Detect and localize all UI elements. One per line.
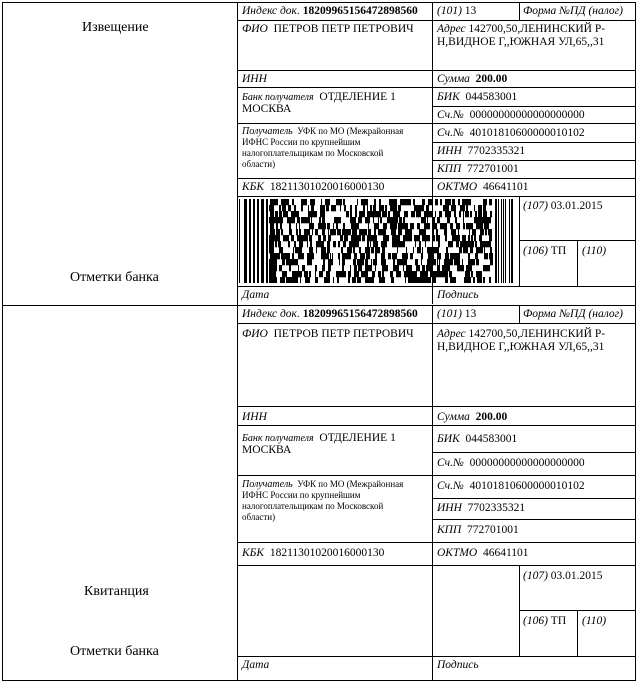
oktmo-value: 46641101 <box>482 181 529 193</box>
bik-label: БИК <box>437 91 460 103</box>
2d-barcode <box>239 199 519 283</box>
fio-label: ФИО <box>242 23 268 35</box>
basis106-label: (106) <box>523 615 548 627</box>
address-line2: Н,ВИДНОЕ Г,,ЮЖНАЯ УЛ,65,,31 <box>437 36 605 48</box>
recipient-line1: УФК по МО (Межрайонная <box>297 479 404 489</box>
payer-status-row <box>437 308 476 321</box>
sum-row <box>437 411 507 424</box>
oktmo-row <box>437 181 529 194</box>
date107-row <box>523 200 603 213</box>
bank-value1: ОТДЕЛЕНИЕ 1 <box>319 432 396 444</box>
account1-row <box>437 457 585 470</box>
fio-row <box>242 23 414 36</box>
recipient-inn-value: 7702335321 <box>467 502 526 514</box>
code110-label: (110) <box>582 615 607 627</box>
address-label: Адрес <box>437 23 466 35</box>
recipient-inn-value: 7702335321 <box>467 145 526 157</box>
basis106-value: ТП <box>550 615 567 627</box>
kpp-value: 772701001 <box>467 524 519 536</box>
bik-row <box>437 433 517 446</box>
kbk-value: 18211301020016000130 <box>269 547 385 559</box>
index-value: 18209965156472898560 <box>302 5 418 17</box>
bik-value: 044583001 <box>465 91 518 103</box>
basis106-value: ТП <box>550 245 567 257</box>
account2-label: Сч.№ <box>437 480 464 492</box>
kbk-value: 18211301020016000130 <box>269 181 385 193</box>
recipient-inn-label: ИНН <box>437 145 462 157</box>
signature-label: Подпись <box>437 659 479 671</box>
form-label: Форма №ПД (налог) <box>523 5 623 17</box>
account2-value: 40101810600000010102 <box>469 127 585 139</box>
fio-value: ПЕТРОВ ПЕТР ПЕТРОВИЧ <box>273 23 414 35</box>
form-label: Форма №ПД (налог) <box>523 308 623 320</box>
recipient-label: Получатель <box>242 479 293 490</box>
payer-status-value: 13 <box>464 5 477 17</box>
bank-value2: МОСКВА <box>242 444 292 456</box>
address-row <box>437 328 605 341</box>
account1-label: Сч.№ <box>437 457 464 469</box>
recipient-line4: области) <box>242 159 276 169</box>
payer-status-row <box>437 5 476 18</box>
kbk-label: КБК <box>242 181 265 193</box>
bank-marks-label: Отметки банка <box>70 644 159 659</box>
sum-row <box>437 73 507 86</box>
oktmo-label: ОКТМО <box>437 547 478 559</box>
kbk-row <box>242 547 384 560</box>
inn-label: ИНН <box>242 73 267 85</box>
recipient-line4: области) <box>242 512 276 522</box>
bank-marks-label: Отметки банка <box>70 270 159 285</box>
account1-label: Сч.№ <box>437 109 464 121</box>
recipient-label: Получатель <box>242 126 293 137</box>
kpp-row <box>437 524 519 537</box>
account2-row <box>437 480 585 493</box>
receipt-title: Квитанция <box>84 584 149 599</box>
bank-label: Банк получателя <box>242 433 314 444</box>
kbk-row <box>242 181 384 194</box>
sum-label: Сумма <box>437 411 470 423</box>
recipient-line3: налогоплательщикам по Московской <box>242 148 384 158</box>
date107-value: 03.01.2015 <box>550 200 603 212</box>
basis106-row <box>523 245 566 258</box>
address-label: Адрес <box>437 328 466 340</box>
basis106-row <box>523 615 566 628</box>
index-row <box>242 308 418 321</box>
kpp-row <box>437 163 519 176</box>
basis106-label: (106) <box>523 245 548 257</box>
sum-value: 200.00 <box>475 411 508 423</box>
date107-label: (107) <box>523 570 548 582</box>
sum-label: Сумма <box>437 73 470 85</box>
date-label: Дата <box>242 659 270 671</box>
bank-value2: МОСКВА <box>242 103 292 115</box>
recipient-line2: ИФНС России по крупнейшим <box>242 137 361 147</box>
oktmo-row <box>437 547 529 560</box>
bank-label: Банк получателя <box>242 92 314 103</box>
account2-label: Сч.№ <box>437 127 464 139</box>
inn-label: ИНН <box>242 411 267 423</box>
recipient-inn-row <box>437 502 525 515</box>
sum-value: 200.00 <box>475 73 508 85</box>
date107-label: (107) <box>523 200 548 212</box>
notice-title: Извещение <box>82 20 149 35</box>
kpp-label: КПП <box>437 163 462 175</box>
address-line2: Н,ВИДНОЕ Г,,ЮЖНАЯ УЛ,65,,31 <box>437 341 605 353</box>
recipient-line1-row <box>242 479 403 490</box>
index-label: Индекс док. <box>242 308 300 320</box>
address-row <box>437 23 605 36</box>
address-line1: 142700,50,ЛЕНИНСКИЙ Р- <box>468 328 606 340</box>
recipient-line1-row <box>242 126 403 137</box>
payer-status-label: (101) <box>437 5 462 17</box>
index-value: 18209965156472898560 <box>302 308 418 320</box>
date-label: Дата <box>242 289 270 301</box>
account2-value: 40101810600000010102 <box>469 480 585 492</box>
kbk-label: КБК <box>242 547 265 559</box>
bank-value1: ОТДЕЛЕНИЕ 1 <box>319 91 396 103</box>
signature-label: Подпись <box>437 289 479 301</box>
date107-value: 03.01.2015 <box>550 570 603 582</box>
code110-label: (110) <box>582 245 607 257</box>
payer-status-value: 13 <box>464 308 477 320</box>
fio-row <box>242 328 414 341</box>
account1-row <box>437 109 585 122</box>
kpp-label: КПП <box>437 524 462 536</box>
oktmo-value: 46641101 <box>482 547 529 559</box>
bik-value: 044583001 <box>465 433 518 445</box>
address-line1: 142700,50,ЛЕНИНСКИЙ Р- <box>468 23 606 35</box>
recipient-line3: налогоплательщикам по Московской <box>242 501 384 511</box>
date107-row <box>523 570 603 583</box>
fio-value: ПЕТРОВ ПЕТР ПЕТРОВИЧ <box>273 328 414 340</box>
kpp-value: 772701001 <box>467 163 519 175</box>
account2-row <box>437 127 585 140</box>
account1-value: 00000000000000000000 <box>469 109 585 121</box>
index-label: Индекс док. <box>242 5 300 17</box>
bik-row <box>437 91 517 104</box>
index-row <box>242 5 418 18</box>
recipient-inn-row <box>437 145 525 158</box>
payer-status-label: (101) <box>437 308 462 320</box>
fio-label: ФИО <box>242 328 268 340</box>
oktmo-label: ОКТМО <box>437 181 478 193</box>
recipient-line1: УФК по МО (Межрайонная <box>297 126 404 136</box>
recipient-line2: ИФНС России по крупнейшим <box>242 490 361 500</box>
account1-value: 00000000000000000000 <box>469 457 585 469</box>
recipient-inn-label: ИНН <box>437 502 462 514</box>
bik-label: БИК <box>437 433 460 445</box>
